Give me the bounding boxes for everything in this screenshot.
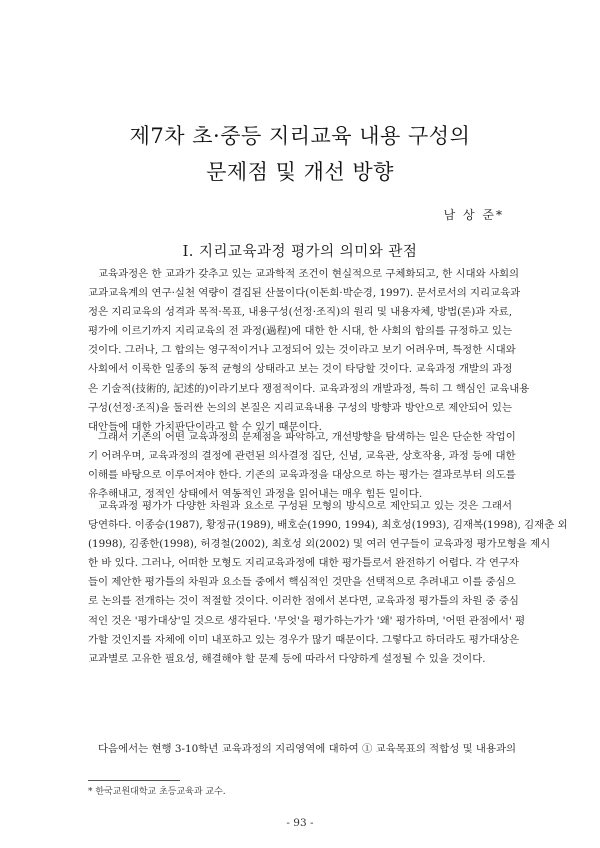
text-line: 교육과정은 한 교과가 갖추고 있는 교과학적 조건이 현실적으로 구체화되고, 한 시대와 사회의 — [98, 268, 520, 280]
text-line: 사회에서 이룩한 일종의 동적 균형의 상태라고 보는 것이 타당할 것이다. 교육과정 개발의 과정 — [88, 363, 513, 376]
text-line: 당연하다. 이종승(1987), 황정규(1989), 배호순(1990, 1994), 최호성(1993), 김재복(1998), 김재춘 외 — [88, 519, 568, 532]
footnote-divider — [88, 780, 180, 781]
text-line: 이해를 바탕으로 이루어져야 한다. 기존의 교육과정을 대상으로 하는 평가는 결과로부터 의도를 — [88, 469, 516, 482]
paper-title-line-2: 문제점 및 개선 방향 — [206, 160, 394, 184]
text-line: 구성(선정·조직)을 둘러싼 논의의 본질은 지리교육내용 구성의 방향과 방안으로 제안되어 있는 — [88, 401, 512, 414]
footnote: * 한국교원대학교 초등교육과 교수. — [88, 787, 226, 797]
text-line: 교육과정 평가가 다양한 차원과 요소로 구성된 모형의 방식으로 제안되고 있는 것은 그래서 — [98, 500, 512, 512]
text-line: 은 기술적(技術的, 記述的)이라기보다 쟁점적이다. 교육과정의 개발과정, 특히 그 핵심인 교육내용 — [88, 382, 530, 395]
paragraph-4 — [88, 740, 517, 759]
text-line: 교과교육계의 연구·실천 역량이 결집된 산물이다(이돈희·박순경, 1997). 문서로서의 지리교육과 — [88, 287, 521, 300]
text-line: 들이 제안한 평가틀의 차원과 요소들 중에서 핵심적인 것만을 선택적으로 추려내고 이를 중심으 — [88, 576, 516, 589]
text-line: 교과별로 고유한 필요성, 해결해야 할 문제 등에 따라서 다양하게 설정될 수 있을 것이다. — [88, 652, 486, 665]
paragraph-2 — [88, 428, 516, 504]
text-line: 로 논의를 전개하는 것이 적절할 것이다. 이러한 점에서 본다면, 교육과정 평가틀의 차원 중 중심 — [88, 595, 519, 608]
text-line: 적인 것은 '평가대상'일 것으로 생각된다. '무엇'을 평가하는가가 '왜' 평가하며, '어떤 관점에서' 평 — [88, 614, 526, 627]
text-line: 정은 지리교육의 성격과 목적·목표, 내용구성(선정·조직)의 원리 및 내용자체, 방법(론)과 자료, — [88, 306, 512, 319]
text-line: 기 어려우며, 교육과정의 결정에 관련된 의사결정 집단, 신념, 교육관, 상호작용, 과정 등에 대한 — [88, 450, 516, 463]
section-heading: Ⅰ. 지리교육과정 평가의 의미와 관점 — [182, 244, 418, 260]
paper-title-line-1: 제7차 초·중등 지리교육 내용 구성의 — [129, 124, 471, 148]
text-line: 평가에 이르기까지 지리교육의 전 과정(過程)에 대한 한 시대, 한 사회의 합의를 규정하고 있는 — [88, 325, 512, 338]
text-line: 그래서 기존의 어떤 교육과정의 문제점을 파악하고, 개선방향을 탐색하는 일은 단순한 작업이 — [98, 431, 516, 443]
text-line: (1998), 김종한(1998), 허경철(2002), 최호성 외(2002) 및 여러 연구들이 교육과정 평가모형을 제시 — [88, 538, 551, 551]
text-line: 가할 것인지를 자체에 이미 내포하고 있는 경우가 많기 때문이다. 그렇다고 하더라도 평가대상은 — [88, 633, 520, 646]
text-line: 다음에서는 현행 3-10학년 교육과정의 지리영역에 대하여 ① 교육목표의 적합성 및 내용과의 — [98, 743, 517, 755]
author-name: 남 상 준* — [443, 208, 504, 222]
text-line: 것이다. 그러나, 그 합의는 영구적이거나 고정되어 있는 것이라고 보기 어려우며, 특정한 시대와 — [88, 344, 516, 357]
text-line: 대안들에 대한 가치판단이라고 할 수 있기 때문이다. — [88, 420, 322, 433]
page-number: - 93 - — [286, 817, 314, 829]
text-line: 유추해내고, 정적인 상태에서 역동적인 과정을 읽어내는 매우 힘든 일이다. — [88, 488, 423, 501]
paragraph-3 — [88, 497, 568, 669]
text-line: 한 바 있다. 그러나, 어떠한 모형도 지리교육과정에 대한 평가틀로서 완전하기 어렵다. 각 연구자 — [88, 557, 519, 570]
